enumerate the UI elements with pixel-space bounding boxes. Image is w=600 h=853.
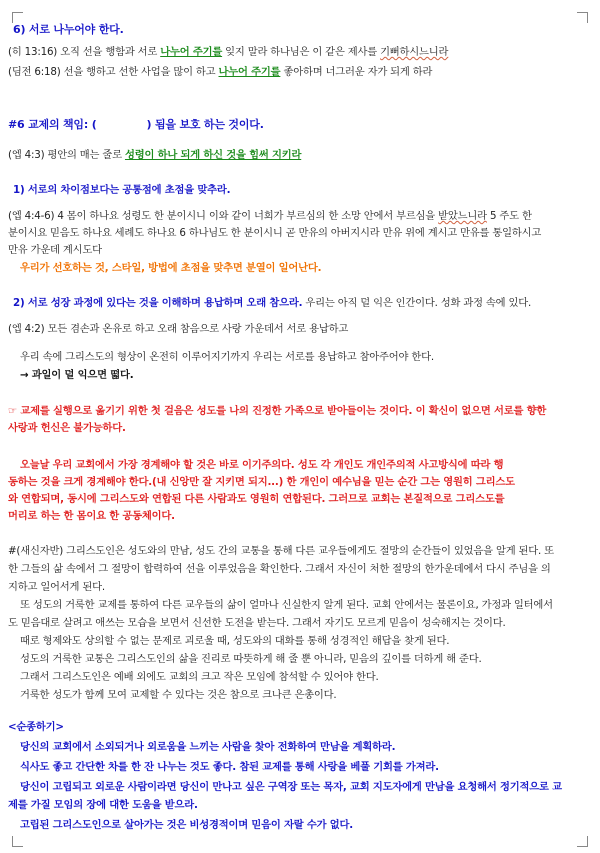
eph446-line-1 [8,209,532,223]
hebrews-highlight: 나누어 주기를 [160,46,223,58]
recommend-line-1: ☞ 교제를 실행으로 옮기기 위한 첫 걸음은 성도를 나의 진정한 가족으로 받아들이는 것이다. 이 확신이 없으면 서로를 향한 [8,405,547,417]
hebrews-ref: (히 13:16) 오직 선을 행함과 서로 [8,46,161,58]
eph43-verse [8,148,301,162]
point-1-title: 1) 서로의 차이점보다는 공통점에 초점을 맞추라. [13,184,231,196]
point-2-tail: 우리는 아직 덜 익은 인간이다. 성화 과정 속에 있다. [302,297,532,309]
timothy-end: 좋아하며 너그러운 자가 되게 하라 [280,66,433,78]
page-corner-mark [12,12,23,23]
obedience-line-2: 식사도 좋고 간단한 차를 한 잔 나누는 것도 좋다. 참된 교제를 통해 사랑을 베풀 기회를 가져라. [20,761,439,773]
hebrews-wavy: 기뻐하시느니라 [380,46,449,58]
title-part-a: #6 교제의 책임: ( [8,118,97,131]
story-line-3: 지하고 일어서게 된다. [8,581,105,593]
obedience-line-3: 당신이 고립되고 외로운 사람이라면 당신이 만나고 싶은 구역장 또는 목자, 교회 지도자에게 만남을 요청해서 정기적으로 교 [20,781,562,793]
story-line-7: 성도의 거룩한 교통은 그리스도인의 삶을 진리로 따뜻하게 해 줄 뿐 아니라, 믿음의 깊이를 더하게 해 준다. [20,653,482,665]
story-line-5: 도 믿음대로 살려고 애쓰는 모습을 보면서 신선한 도전을 받는다. 그래서 자기도 모르게 믿음이 성숙해지는 것이다. [8,617,506,629]
eph446-text-a: (엡 4:4-6) 4 몸이 하나요 성령도 한 분이시니 이와 같이 너희가 부르심의 한 소망 안에서 부르심을 [8,210,439,222]
page-corner-mark [12,836,23,847]
title-part-b: ) 됨을 보호 하는 것이다. [146,118,264,131]
obedience-line-5: 고립된 그리스도인으로 살아가는 것은 비성경적이며 믿음이 자랄 수가 없다. [20,819,353,831]
christ-form-line: 우리 속에 그리스도의 형상이 온전히 이루어지기까지 우리는 서로를 용납하고 참아주어야 한다. [20,351,434,363]
eph43-highlight: 성령이 하나 되게 하신 것을 힘써 지키라 [124,149,302,161]
timothy-verse [8,65,432,79]
story-line-6: 때로 형제와도 상의할 수 없는 문제로 괴로울 때, 성도와의 대화를 통해 성경적인 해답을 찾게 된다. [20,635,450,647]
section-responsibility-title [8,118,264,132]
hebrews-verse [8,45,448,59]
point-1-note: 우리가 선호하는 것, 스타일, 방법에 초점을 맞추면 분열이 일어난다. [20,262,322,274]
eph446-line-3: 만유 가운데 계시도다 [8,244,102,256]
recommend-line-2: 사랑과 헌신은 불가능하다. [8,422,126,434]
warning-line-3: 와 연합되며, 동시에 그리스도와 연합된 다른 사람과도 영원히 연합된다. 그러므로 교회는 본질적으로 그리스도를 [8,493,505,505]
warning-line-1: 오늘날 우리 교회에서 가장 경계해야 할 것은 바로 이기주의다. 성도 각 개인도 개인주의적 사고방식에 따라 행 [20,459,504,471]
obedience-line-4: 제를 가질 모임의 장에 대한 도움을 받으라. [8,799,198,811]
eph446-text-b: 5 주도 한 [486,210,532,222]
story-line-9: 거룩한 성도가 함께 모여 교제할 수 있다는 것은 참으로 크나큰 은총이다. [20,689,337,701]
page-corner-mark [577,12,588,23]
hebrews-mid: 잊지 말라 하나님은 이 같은 제사를 [222,46,381,58]
timothy-ref: (딤전 6:18) 선을 행하고 선한 사업을 많이 하고 [8,66,219,78]
obedience-line-1: 당신의 교회에서 소외되거나 외로움을 느끼는 사람을 찾아 전화하여 만남을 계획하라. [20,741,396,753]
eph446-wavy: 받았느니라 [438,210,487,222]
point-2-title: 2) 서로 성장 과정에 있다는 것을 이해하며 용납하며 오래 참으라. [13,297,303,309]
eph446-line-2: 분이시요 믿음도 하나요 세례도 하나요 6 하나님도 한 분이시니 곧 만유의 아버지시라 만유 위에 계시고 만유를 통일하시고 [8,227,542,239]
eph43-ref: (엡 4:3) 평안의 매는 줄로 [8,149,125,161]
section-6-title: 6) 서로 나누어야 한다. [13,23,124,36]
eph42-verse: (엡 4:2) 모든 겸손과 온유로 하고 오래 참음으로 사랑 가운데서 서로 용납하고 [8,323,349,335]
point-2-title-line [13,296,531,310]
story-line-4: 또 성도의 거룩한 교제를 통하여 다른 교우들의 삶이 얼마나 신실한지 알게 된다. 교회 안에서는 물론이요, 가정과 일터에서 [20,599,553,611]
story-line-2: 한 그들의 삶 속에서 그 절망이 합력하여 선을 이루었음을 확인한다. 그래서 자신이 처한 절망의 한가운데에서 다시 주님을 의 [8,563,551,575]
page-corner-mark [577,836,588,847]
story-line-8: 그래서 그리스도인은 예배 외에도 교회의 크고 작은 모임에 참석할 수 있어야 한다. [20,671,379,683]
timothy-highlight: 나누어 주기를 [218,66,281,78]
warning-line-2: 동하는 것을 크게 경계해야 한다.(내 신앙만 잘 지키면 되지...) 한 개인이 예수님을 믿는 순간 그는 영원히 그리스도 [8,476,515,488]
warning-line-4: 머리로 하는 한 몸이요 한 공동체이다. [8,510,175,522]
arrow-note: → 과일이 덜 익으면 떫다. [20,369,134,381]
story-line-1: #(새신자반) 그리스도인은 성도와의 만남, 성도 간의 교통을 통해 다른 교우들에게도 절망의 순간들이 있었음을 알게 된다. 또 [8,545,554,557]
obedience-title: <순종하기> [8,721,64,733]
